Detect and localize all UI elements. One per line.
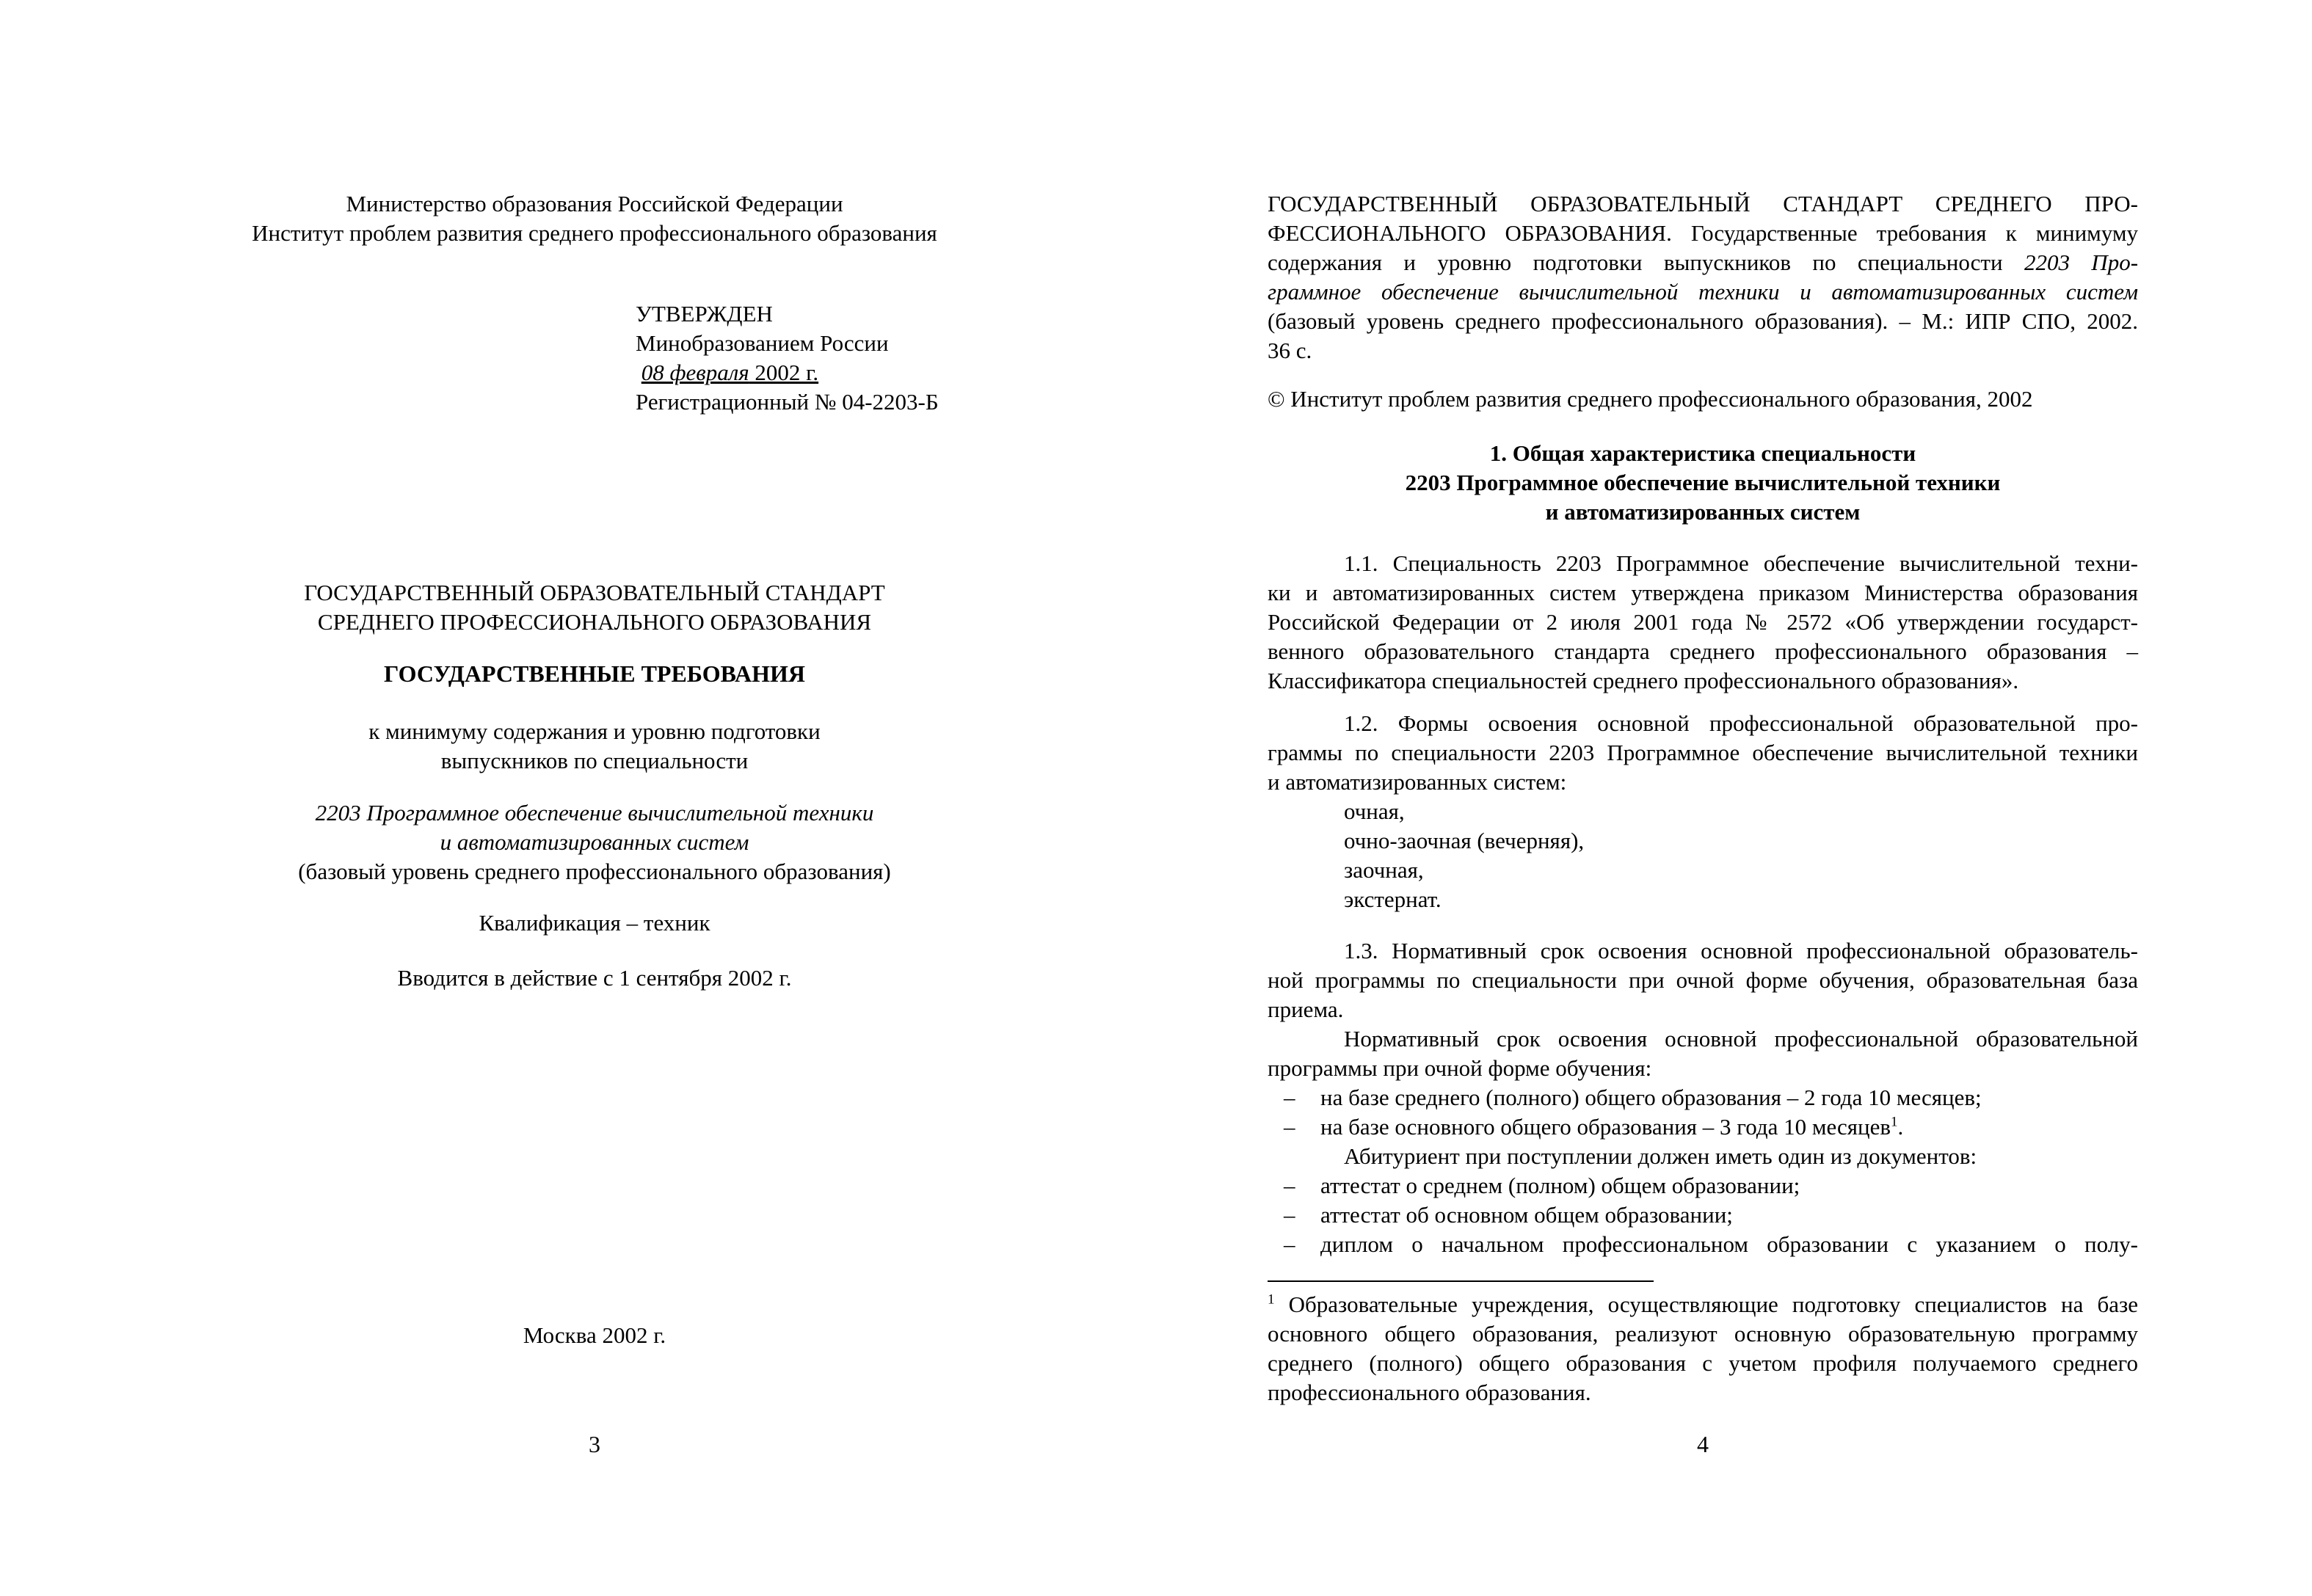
institute-line: Институт проблем развития среднего профессионального образования	[252, 220, 937, 246]
specialty-name-line: и автоматизированных систем	[440, 829, 749, 855]
paragraph-line: ной программы по специальности при очной форме обучения, образовательная база	[1268, 967, 2138, 993]
paragraph-line: венного образовательного стандарта среднего профессионального образования –	[1268, 638, 2138, 664]
list-item	[1268, 1112, 2138, 1142]
requirements-heading: ГОСУДАРСТВЕННЫЕ ТРЕБОВАНИЯ	[384, 660, 805, 687]
approval-date-underlined: 08 февраля	[641, 360, 749, 385]
standard-title	[220, 578, 969, 637]
city-year: Москва 2002 г.	[523, 1322, 666, 1348]
paragraph-1-2	[1268, 709, 2138, 797]
footnote-line: профессионального образования.	[1268, 1380, 1591, 1405]
footnote-line	[1268, 1290, 2138, 1319]
list-item-text: на базе основного общего образования – 3 года 10 месяцев	[1320, 1114, 1891, 1140]
footnote-mark: 1	[1268, 1291, 1275, 1308]
paragraph-1-1	[1268, 549, 2138, 696]
list-item: очная,	[1344, 798, 1405, 824]
footnote-reference: 1	[1891, 1114, 1898, 1130]
list-item-text: аттестат о среднем (полном) общем образовании;	[1320, 1173, 1800, 1198]
minimum-line: выпускников по специальности	[440, 748, 749, 773]
list-item: заочная,	[1344, 857, 1424, 883]
specialty-name-line: 2203 Программное обеспечение вычислительной техники	[315, 800, 874, 826]
paragraph-line: Классификатора специальностей среднего профессионального образования».	[1268, 668, 2019, 693]
right-page	[1156, 0, 2312, 1596]
list-item: очно-заочная (вечерняя),	[1344, 828, 1585, 853]
list-item	[1268, 1200, 2138, 1230]
list-item-text: на базе среднего (полного) общего образования – 2 года 10 месяцев;	[1320, 1085, 1982, 1110]
biblio-line: ФЕССИОНАЛЬНОГО ОБРАЗОВАНИЯ. Государственные требования к минимуму	[1268, 220, 2138, 246]
applicant-intro: Абитуриент при поступлении должен иметь один из документов:	[1344, 1143, 1977, 1169]
qualification: Квалификация – техник	[479, 910, 710, 936]
dash-bullet: –	[1284, 1114, 1295, 1140]
footnote-text: Образовательные учреждения, осуществляющие подготовку специалистов на базе	[1274, 1291, 2138, 1317]
footnote	[1268, 1290, 2138, 1407]
standard-title-line: ГОСУДАРСТВЕННЫЙ ОБРАЗОВАТЕЛЬНЫЙ СТАНДАРТ	[304, 580, 885, 605]
biblio-line: 36 с.	[1268, 338, 1312, 363]
enacted-date: Вводится в действие с 1 сентября 2002 г.	[397, 965, 792, 991]
approval-date	[636, 358, 1076, 387]
footnote-line: основного общего образования, реализуют основную образовательную программу	[1268, 1321, 2138, 1347]
paragraph-line: граммы по специальности 2203 Программное обеспечение вычислительной техники	[1268, 740, 2138, 765]
biblio-line: (базовый уровень среднего профессионального образования). – М.: ИПР СПО, 2002.	[1268, 308, 2138, 334]
list-item-text: диплом о начальном профессиональном образовании с указанием о полу-	[1320, 1231, 2138, 1257]
paragraph-line: 1.2. Формы освоения основной профессиональной образовательной про-	[1344, 710, 2138, 736]
list-item-text: аттестат об основном общем образовании;	[1320, 1202, 1733, 1228]
paragraph-line: Нормативный срок освоения основной профессиональной образовательной	[1344, 1026, 2138, 1052]
biblio-line-italic: 2203 Про-	[2024, 249, 2139, 275]
section-title-line: 1. Общая характеристика специальности	[1489, 440, 1916, 466]
biblio-line	[1268, 248, 2138, 277]
paragraph-line: 1.3. Нормативный срок освоения основной профессиональной образователь-	[1344, 938, 2138, 963]
biblio-line: граммное обеспечение вычислительной техники и автоматизированных систем	[1268, 279, 2138, 305]
dash-bullet: –	[1284, 1085, 1295, 1110]
footnote-line: среднего (полного) общего образования с учетом профиля получаемого среднего	[1268, 1350, 2138, 1376]
approval-registration: Регистрационный № 04-2203-Б	[636, 389, 939, 415]
biblio-line: ГОСУДАРСТВЕННЫЙ ОБРАЗОВАТЕЛЬНЫЙ СТАНДАРТ СРЕДНЕГО ПРО-	[1268, 191, 2138, 216]
bibliographic-description	[1268, 189, 2138, 365]
list-item	[1268, 1171, 2138, 1200]
specialty-level: (базовый уровень среднего профессионального образования)	[298, 859, 891, 884]
paragraph-1-3	[1268, 936, 2138, 1024]
dash-bullet: –	[1284, 1202, 1295, 1228]
study-forms-list	[1344, 797, 1584, 914]
paragraph-1-3-continued	[1268, 1024, 2138, 1083]
list-item	[1268, 1083, 2138, 1112]
section-title	[1268, 439, 2138, 527]
standard-title-line: СРЕДНЕГО ПРОФЕССИОНАЛЬНОГО ОБРАЗОВАНИЯ	[317, 609, 872, 635]
list-item	[1268, 1230, 2138, 1259]
ministry-line: Министерство образования Российской Федерации	[346, 191, 843, 216]
page-number-right: 4	[1697, 1431, 1709, 1457]
paragraph-line: Российской Федерации от 2 июля 2001 года № 2572 «Об утверждении государст-	[1268, 609, 2138, 635]
paragraph-line: программы при очной форме обучения:	[1268, 1055, 1652, 1081]
minimum-line: к минимуму содержания и уровню подготовки	[368, 718, 821, 744]
footnote-separator	[1268, 1280, 1654, 1282]
approval-by: Минобразованием России	[636, 330, 889, 356]
ministry-header	[220, 189, 969, 248]
page-number-left: 3	[589, 1431, 600, 1457]
dash-bullet: –	[1284, 1173, 1295, 1198]
approval-title: УТВЕРЖДЕН	[636, 301, 773, 327]
paragraph-line: ки и автоматизированных систем утверждена приказом Министерства образования	[1268, 580, 2138, 605]
copyright: © Институт проблем развития среднего профессионального образования, 2002	[1268, 386, 2033, 412]
dash-bullet: –	[1284, 1231, 1295, 1257]
biblio-line-plain: содержания и уровню подготовки выпускников по специальности	[1268, 249, 2003, 275]
approval-date-year: 2002 г.	[749, 360, 819, 385]
paragraph-line: и автоматизированных систем:	[1268, 769, 1567, 795]
specialty-block	[220, 798, 969, 886]
list-item: экстернат.	[1344, 886, 1442, 912]
section-title-line: 2203 Программное обеспечение вычислительной техники	[1405, 470, 2001, 495]
terms-and-documents-list	[1268, 1083, 2138, 1259]
list-item-end: .	[1897, 1114, 1904, 1140]
section-title-line: и автоматизированных систем	[1545, 499, 1861, 525]
paragraph-line: 1.1. Специальность 2203 Программное обеспечение вычислительной техни-	[1344, 550, 2138, 576]
minimum-text	[220, 717, 969, 776]
approval-block	[636, 299, 1076, 417]
paragraph-line: приема.	[1268, 996, 1344, 1022]
